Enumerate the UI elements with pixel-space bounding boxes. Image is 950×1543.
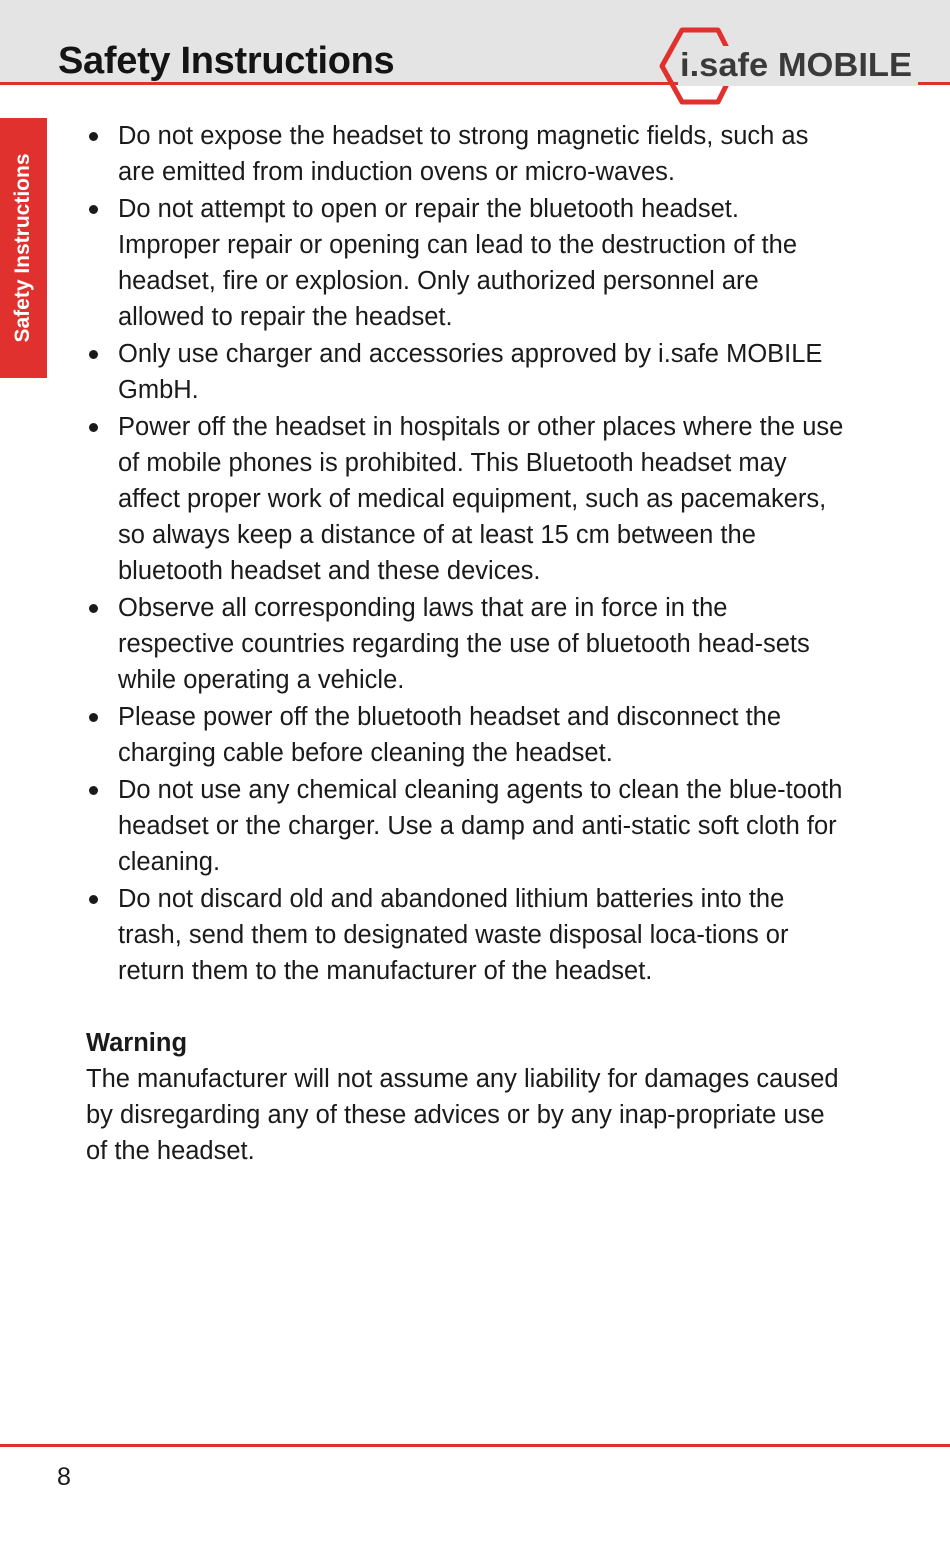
warning-heading: Warning	[86, 1029, 188, 1057]
content-area	[86, 118, 846, 1169]
footer-divider	[0, 1444, 950, 1447]
page-number: 8	[57, 1463, 71, 1491]
list-item: Do not discard old and abandoned lithium batteries into the trash, send them to designated waste disposal loca-tions or return them to the manufacturer of the headset.	[86, 881, 846, 989]
list-item: Do not attempt to open or repair the bluetooth headset. Improper repair or opening can lead to the destruction of the headset, fire or explosion. Only authorized personnel are allowed to repair the headset.	[86, 191, 846, 335]
side-tab-label: Safety Instructions	[11, 153, 34, 343]
warning-text: The manufacturer will not assume any liability for damages caused by disregarding any of these advices or by any inap-propriate use of the headset.	[86, 1065, 839, 1165]
safety-list	[86, 118, 846, 989]
list-item: Do not expose the headset to strong magnetic fields, such as are emitted from induction ovens or micro-waves.	[86, 118, 846, 190]
logo-wordmark: i.safe MOBILE	[680, 46, 912, 83]
page-title: Safety Instructions	[58, 40, 395, 82]
list-item: Power off the headset in hospitals or other places where the use of mobile phones is prohibited. This Bluetooth headset may affect proper work of medical equipment, such as pacemakers, so always keep a distance of at least 15 cm between the bluetooth headset and these devices.	[86, 409, 846, 589]
list-item: Do not use any chemical cleaning agents to clean the blue-tooth headset or the charger. Use a damp and anti-static soft cloth for cleaning.	[86, 772, 846, 880]
list-item: Only use charger and accessories approved by i.safe MOBILE GmbH.	[86, 336, 846, 408]
list-item: Please power off the bluetooth headset and disconnect the charging cable before cleaning the headset.	[86, 699, 846, 771]
brand-logo	[640, 26, 940, 106]
list-item: Observe all corresponding laws that are in force in the respective countries regarding the use of bluetooth head-sets while operating a vehicle.	[86, 590, 846, 698]
